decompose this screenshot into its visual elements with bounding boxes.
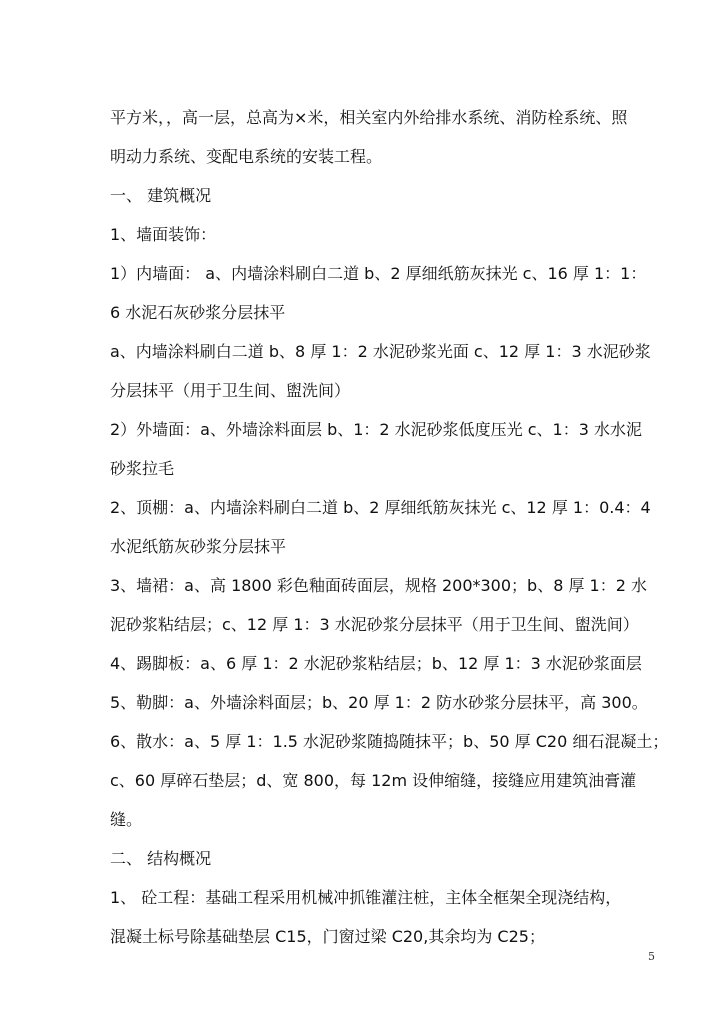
text-line: 6、散水：a、5 厚 1：1.5 水泥砂浆随捣随抹平；b、50 厚 C20 细石混凝土； (110, 732, 669, 751)
text-line: 1、 砼工程：基础工程采用机械冲抓锥灌注桩，主体全框架全现浇结构， (110, 888, 622, 907)
subsection-heading: 1、墙面装饰： (110, 225, 217, 244)
text-line: 分层抹平（用于卫生间、盥洗间） (110, 381, 351, 400)
section-heading: 一、 建筑概况 (110, 186, 212, 205)
text-line: 混凝土标号除基础垫层 C15，门窗过梁 C20,其余均为 C25； (110, 927, 545, 946)
text-line: 2）外墙面：a、外墙涂料面层 b、1：2 水泥砂浆低度压光 c、1：3 水水泥 (110, 420, 643, 439)
text-line: a、内墙涂料刷白二道 b、8 厚 1：2 水泥砂浆光面 c、12 厚 1：3 水泥砂浆 (110, 342, 651, 361)
text-line: c、60 厚碎石垫层；d、宽 800，每 12m 设伸缩缝，接缝应用建筑油膏灌 (110, 771, 637, 790)
text-line: 砂浆拉毛 (110, 459, 175, 478)
document-body (110, 98, 670, 956)
text-line: 缝。 (110, 810, 143, 829)
text-line: 2、顶棚：a、内墙涂料刷白二道 b、2 厚细纸筋灰抹光 c、12 厚 1：0.4：4 (110, 498, 651, 517)
text-line: 5、勒脚：a、外墙涂料面层；b、20 厚 1：2 防水砂浆分层抹平，高 300。 (110, 693, 648, 712)
text-line: 明动力系统、变配电系统的安装工程。 (110, 147, 383, 166)
section-heading: 二、 结构概况 (110, 849, 212, 868)
text-line: 3、墙裙：a、高 1800 彩色釉面砖面层，规格 200*300；b、8 厚 1：2 水 (110, 576, 647, 595)
page-number: 5 (648, 950, 655, 963)
text-line: 泥砂浆粘结层；c、12 厚 1：3 水泥砂浆分层抹平（用于卫生间、盥洗间） (110, 615, 639, 634)
text-line: 平方米，，高一层，总高为×米，相关室内外给排水系统、消防栓系统、照 (110, 108, 628, 127)
text-line: 4、踢脚板：a、6 厚 1：2 水泥砂浆粘结层；b、12 厚 1：3 水泥砂浆面层 (110, 654, 642, 673)
text-line: 水泥纸筋灰砂浆分层抹平 (110, 537, 287, 556)
text-line: 1）内墙面： a、内墙涂料刷白二道 b、2 厚细纸筋灰抹光 c、16 厚 1：1： (110, 264, 647, 283)
text-line: 6 水泥石灰砂浆分层抹平 (110, 303, 286, 322)
